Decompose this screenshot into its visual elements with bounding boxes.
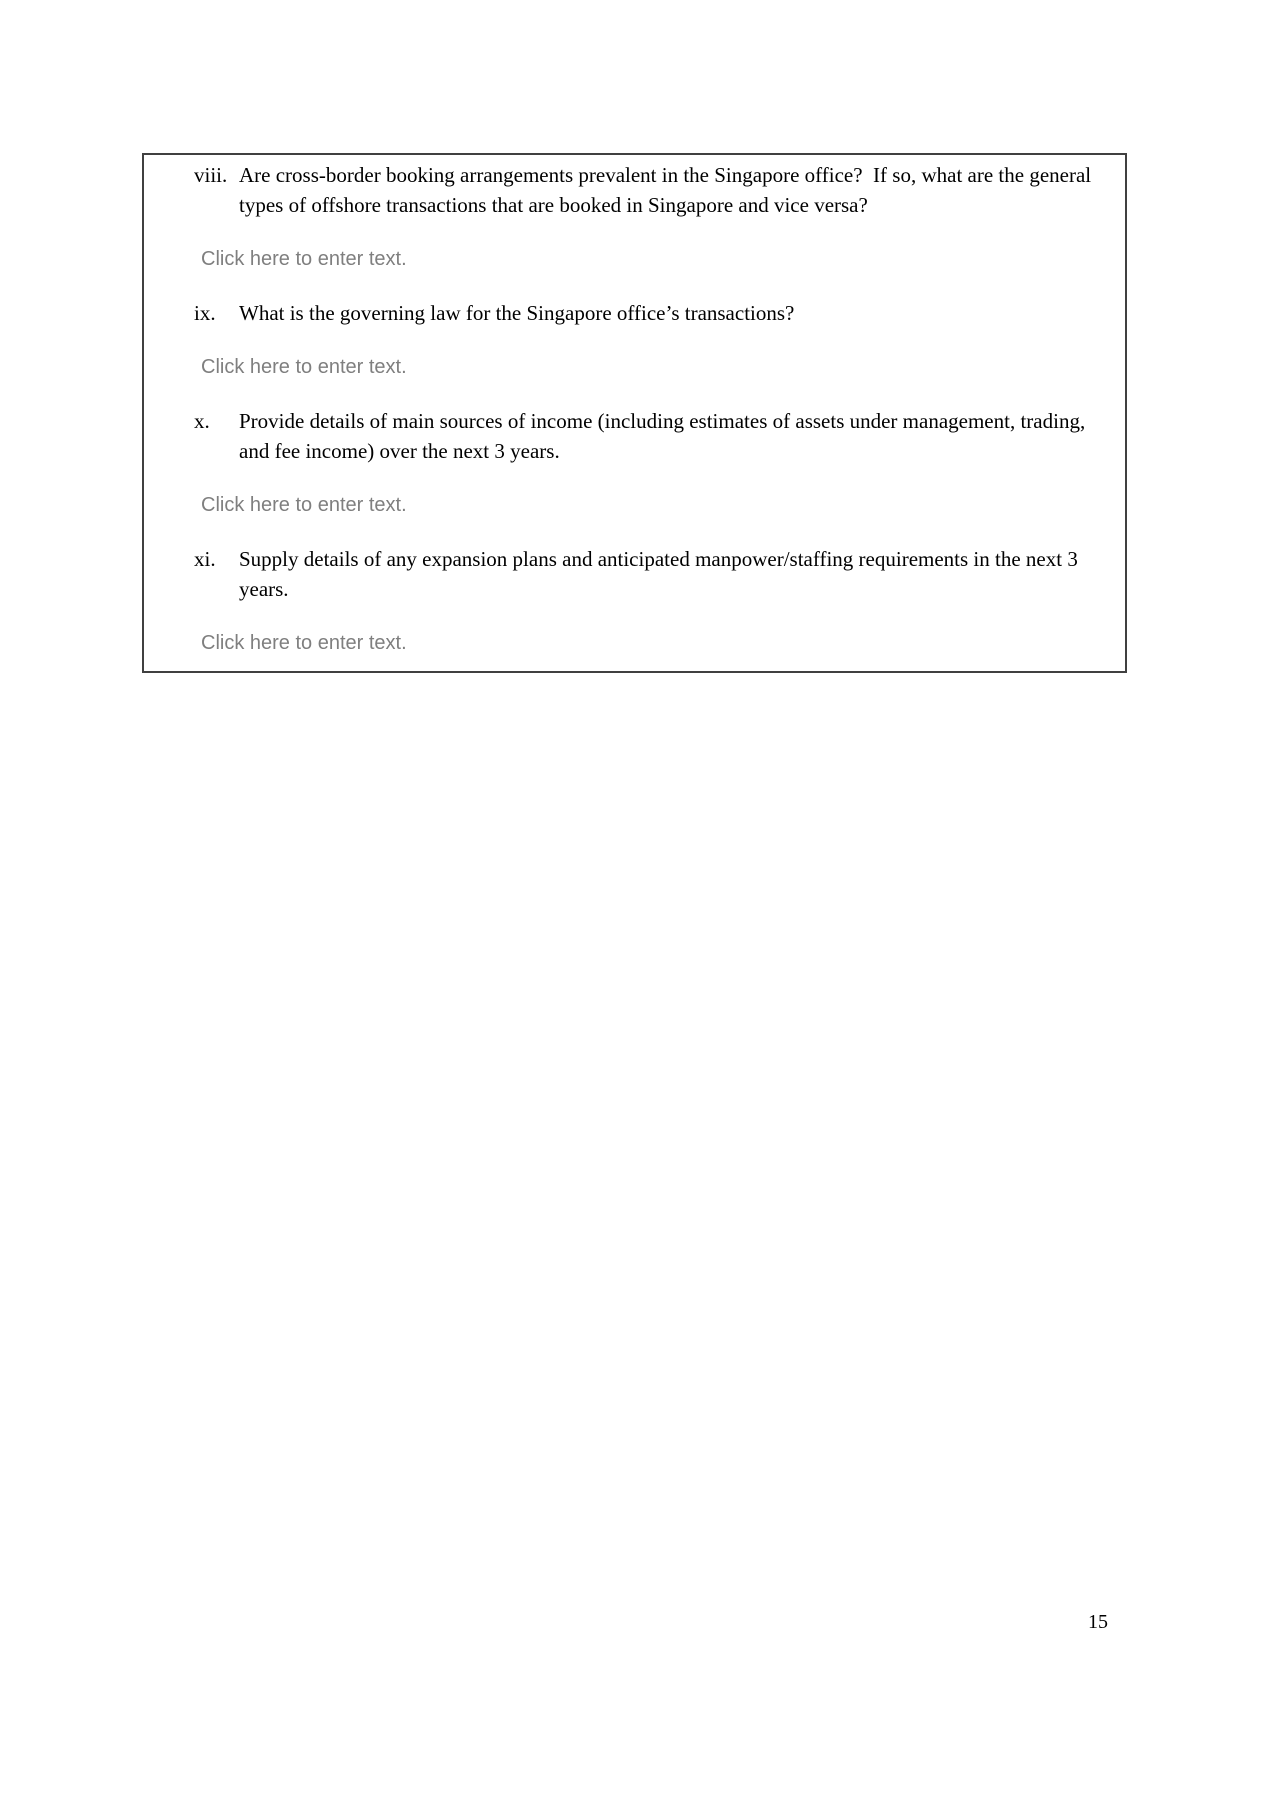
question-item [194, 298, 1111, 328]
question-item [194, 544, 1111, 604]
text-entry-placeholder[interactable]: Click here to enter text. [201, 356, 407, 378]
question-text: What is the governing law for the Singapore office’s transactions? [239, 301, 795, 325]
text-entry-placeholder[interactable]: Click here to enter text. [201, 494, 407, 516]
text-entry-placeholder[interactable]: Click here to enter text. [201, 248, 407, 270]
question-text: Provide details of main sources of income (including estimates of assets under management, trading, and fee income) over the next 3 years. [239, 409, 1091, 463]
question-number: x. [194, 409, 210, 433]
question-text: Are cross-border booking arrangements prevalent in the Singapore office? If so, what are the general types of offshore transactions that are booked in Singapore and vice versa? [239, 163, 1097, 217]
question-number: ix. [194, 301, 216, 325]
question-number: xi. [194, 547, 216, 571]
question-item [194, 160, 1111, 220]
text-entry-placeholder[interactable]: Click here to enter text. [201, 632, 407, 654]
question-box [142, 153, 1127, 673]
question-number: viii. [194, 163, 228, 187]
question-text: Supply details of any expansion plans and anticipated manpower/staffing requirements in the next 3 years. [239, 547, 1084, 601]
question-item [194, 406, 1111, 466]
page-number: 15 [1088, 1611, 1108, 1633]
